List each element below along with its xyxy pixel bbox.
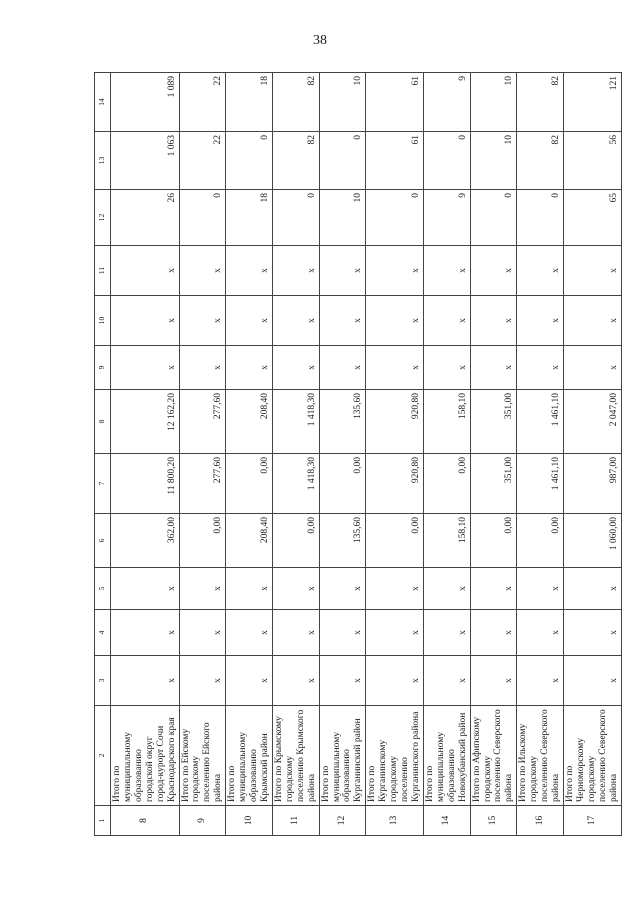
cell: 0 — [226, 132, 273, 190]
cell: 0 — [272, 190, 319, 246]
cell: x — [470, 296, 517, 346]
cell: 0,00 — [423, 454, 470, 514]
cell: x — [517, 246, 564, 296]
cell: 362,00 — [111, 514, 180, 568]
cell: x — [423, 656, 470, 706]
table-row — [319, 73, 366, 836]
cell: x — [366, 656, 424, 706]
cell: x — [470, 346, 517, 390]
cell: 10 — [319, 190, 366, 246]
cell: x — [319, 346, 366, 390]
table-row — [272, 73, 319, 836]
cell: x — [179, 656, 226, 706]
cell: 0,00 — [179, 514, 226, 568]
cell: x — [517, 656, 564, 706]
cell: x — [366, 568, 424, 610]
cell: 82 — [517, 73, 564, 132]
cell: 158,10 — [423, 514, 470, 568]
cell: 22 — [179, 132, 226, 190]
col-header: 11 — [95, 246, 111, 296]
cell: x — [179, 568, 226, 610]
cell: x — [272, 610, 319, 656]
cell: 0 — [319, 132, 366, 190]
col-header: 3 — [95, 656, 111, 706]
row-name: Итого по муниципальному образованию Крымский район — [226, 706, 273, 806]
row-name: Итого по муниципальному образованию Новокубанский район — [423, 706, 470, 806]
cell: 11 800,20 — [111, 454, 180, 514]
cell: x — [470, 610, 517, 656]
row-number: 8 — [111, 806, 180, 836]
cell: 1 418,30 — [272, 454, 319, 514]
cell: 0,00 — [517, 514, 564, 568]
cell: x — [319, 296, 366, 346]
cell: x — [563, 346, 621, 390]
cell: 56 — [563, 132, 621, 190]
cell: 1 461,10 — [517, 454, 564, 514]
cell: 0,00 — [272, 514, 319, 568]
col-header: 1 — [95, 806, 111, 836]
cell: x — [111, 568, 180, 610]
col-header: 13 — [95, 132, 111, 190]
row-name: Итого по Ильскому городскому поселению Северского района — [517, 706, 564, 806]
cell: x — [272, 296, 319, 346]
cell: 22 — [179, 73, 226, 132]
table-row — [179, 73, 226, 836]
cell: 1 089 — [111, 73, 180, 132]
cell: 0 — [517, 190, 564, 246]
cell: 18 — [226, 73, 273, 132]
cell: 12 162,20 — [111, 390, 180, 454]
cell: x — [226, 296, 273, 346]
cell: x — [179, 296, 226, 346]
cell: x — [563, 568, 621, 610]
cell: 135,60 — [319, 390, 366, 454]
header-row — [95, 73, 111, 836]
row-number: 15 — [470, 806, 517, 836]
col-header: 10 — [95, 296, 111, 346]
cell: 0,00 — [226, 454, 273, 514]
cell: x — [366, 610, 424, 656]
cell: 10 — [319, 73, 366, 132]
page-number: 38 — [313, 33, 327, 48]
col-header: 6 — [95, 514, 111, 568]
row-number: 9 — [179, 806, 226, 836]
row-name: Итого по Крымскому городскому поселению Крымского района — [272, 706, 319, 806]
col-header: 9 — [95, 346, 111, 390]
cell: 277,60 — [179, 390, 226, 454]
row-number: 17 — [563, 806, 621, 836]
cell: 0 — [179, 190, 226, 246]
cell: x — [179, 346, 226, 390]
cell: x — [111, 246, 180, 296]
cell: x — [179, 610, 226, 656]
cell: 61 — [366, 73, 424, 132]
cell: 1 060,00 — [563, 514, 621, 568]
cell: x — [111, 656, 180, 706]
row-number: 14 — [423, 806, 470, 836]
cell: 121 — [563, 73, 621, 132]
cell: x — [470, 568, 517, 610]
cell: 2 047,00 — [563, 390, 621, 454]
col-header: 4 — [95, 610, 111, 656]
cell: 10 — [470, 73, 517, 132]
cell: x — [423, 346, 470, 390]
cell: x — [226, 246, 273, 296]
row-number: 10 — [226, 806, 273, 836]
cell: 920,80 — [366, 454, 424, 514]
cell: x — [179, 246, 226, 296]
table-row — [563, 73, 621, 836]
cell: 18 — [226, 190, 273, 246]
cell: x — [517, 346, 564, 390]
row-number: 12 — [319, 806, 366, 836]
cell: 1 461,10 — [517, 390, 564, 454]
cell: x — [470, 246, 517, 296]
table-row — [226, 73, 273, 836]
cell: 26 — [111, 190, 180, 246]
cell: 82 — [272, 132, 319, 190]
cell: x — [272, 346, 319, 390]
cell: 10 — [470, 132, 517, 190]
cell: x — [423, 296, 470, 346]
col-header: 5 — [95, 568, 111, 610]
cell: x — [366, 346, 424, 390]
cell: 135,60 — [319, 514, 366, 568]
data-table — [94, 72, 622, 836]
table-row — [423, 73, 470, 836]
cell: 82 — [517, 132, 564, 190]
cell: x — [272, 568, 319, 610]
col-header: 2 — [95, 706, 111, 806]
cell: x — [226, 568, 273, 610]
cell: x — [470, 656, 517, 706]
cell: 9 — [423, 73, 470, 132]
cell: 1 418,30 — [272, 390, 319, 454]
cell: 158,10 — [423, 390, 470, 454]
cell: x — [226, 610, 273, 656]
col-header: 14 — [95, 73, 111, 132]
cell: 0,00 — [470, 514, 517, 568]
cell: x — [319, 246, 366, 296]
cell: x — [226, 656, 273, 706]
cell: x — [563, 656, 621, 706]
cell: x — [111, 346, 180, 390]
cell: 277,60 — [179, 454, 226, 514]
rotated-table-container — [94, 73, 619, 836]
cell: 351,00 — [470, 454, 517, 514]
cell: x — [319, 656, 366, 706]
cell: 0 — [470, 190, 517, 246]
row-number: 13 — [366, 806, 424, 836]
cell: 65 — [563, 190, 621, 246]
col-header: 12 — [95, 190, 111, 246]
row-number: 16 — [517, 806, 564, 836]
cell: 920,80 — [366, 390, 424, 454]
cell: x — [319, 610, 366, 656]
cell: x — [423, 246, 470, 296]
row-name: Итого по Черноморскому городскому поселению Северского района — [563, 706, 621, 806]
cell: 0 — [423, 132, 470, 190]
row-name: Итого по Ейскому городскому поселению Ейского района — [179, 706, 226, 806]
cell: x — [111, 610, 180, 656]
cell: x — [272, 656, 319, 706]
table-row — [517, 73, 564, 836]
cell: x — [517, 568, 564, 610]
cell: 351,00 — [470, 390, 517, 454]
row-number: 11 — [272, 806, 319, 836]
cell: 0,00 — [319, 454, 366, 514]
cell: x — [517, 610, 564, 656]
cell: 1 063 — [111, 132, 180, 190]
cell: x — [319, 568, 366, 610]
cell: x — [423, 610, 470, 656]
col-header: 8 — [95, 390, 111, 454]
table-row — [366, 73, 424, 836]
cell: x — [111, 296, 180, 346]
cell: x — [563, 296, 621, 346]
cell: x — [366, 296, 424, 346]
col-header: 7 — [95, 454, 111, 514]
row-name: Итого по Курганинскому городскому поселению Курганинского района — [366, 706, 424, 806]
cell: 987,00 — [563, 454, 621, 514]
cell: x — [423, 568, 470, 610]
cell: x — [272, 246, 319, 296]
cell: x — [563, 610, 621, 656]
row-name: Итого по муниципальному образованию городской округ город-курорт Сочи Краснодарского края — [111, 706, 180, 806]
cell: x — [563, 246, 621, 296]
cell: 82 — [272, 73, 319, 132]
row-name: Итого по Афипскому городскому поселению Северского района — [470, 706, 517, 806]
table-row — [111, 73, 180, 836]
table-row — [470, 73, 517, 836]
cell: 208,40 — [226, 514, 273, 568]
cell: 0 — [366, 190, 424, 246]
cell: 61 — [366, 132, 424, 190]
row-name: Итого по муниципальному образованию Курганинский район — [319, 706, 366, 806]
cell: 0,00 — [366, 514, 424, 568]
cell: x — [366, 246, 424, 296]
cell: 9 — [423, 190, 470, 246]
cell: x — [517, 296, 564, 346]
cell: 208,40 — [226, 390, 273, 454]
cell: x — [226, 346, 273, 390]
